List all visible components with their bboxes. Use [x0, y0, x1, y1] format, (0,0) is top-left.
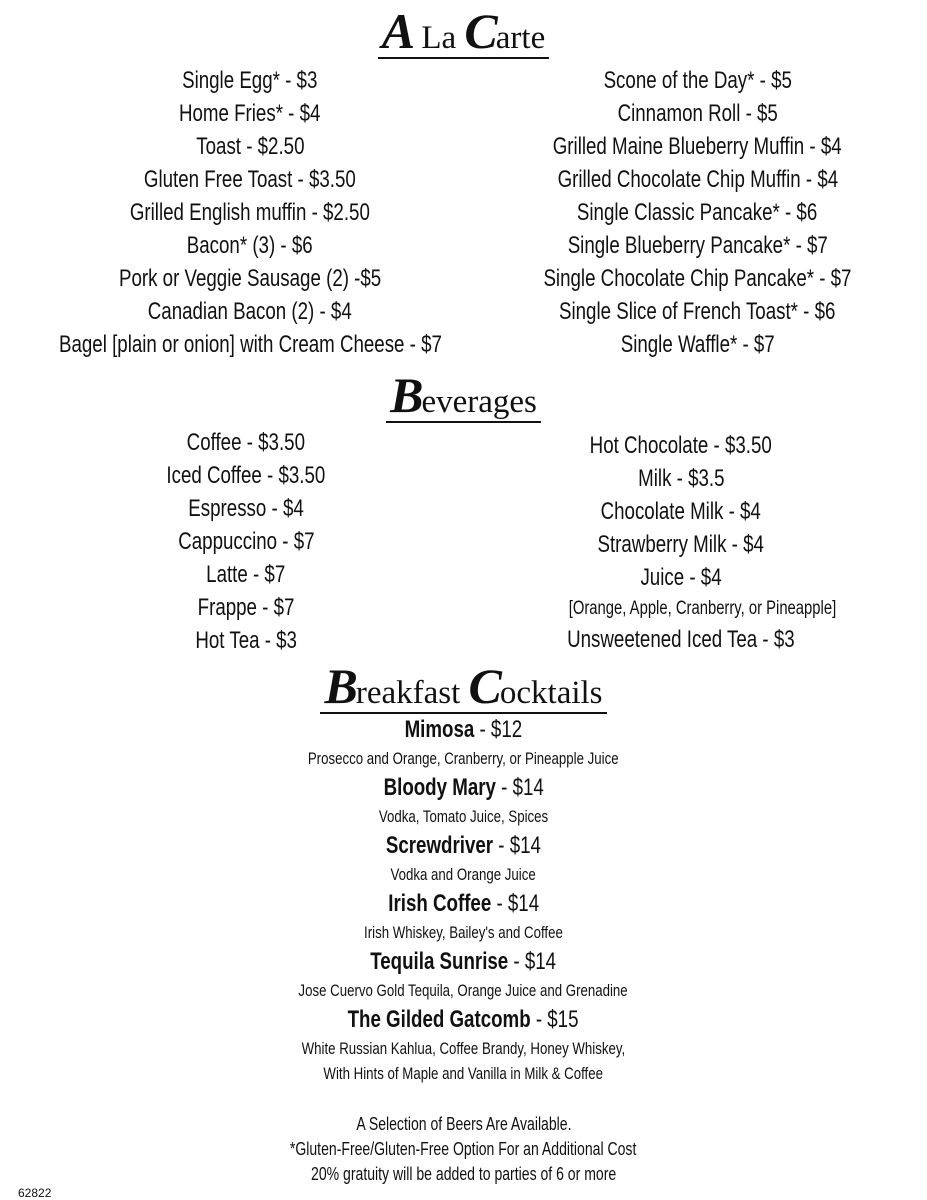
cocktail-name: Irish Coffee [388, 890, 492, 917]
footer-notes [0, 1112, 927, 1187]
a-la-carte-right-item: Scone of the Day* - $5 [603, 67, 792, 94]
cocktail-title [371, 945, 557, 978]
beverages-left-row [96, 558, 396, 591]
heading-beverages-text: everages [421, 384, 537, 420]
cocktail-title-row [0, 713, 927, 746]
beverages-right-row [531, 429, 831, 462]
beverages-right-item: Chocolate Milk - $4 [600, 498, 762, 525]
beverages-right-note: [Orange, Apple, Cranberry, or Pineapple] [568, 598, 837, 619]
cocktail-title [348, 1003, 579, 1036]
cocktail-title-row [0, 1003, 927, 1036]
a-la-carte-left-item: Bacon* (3) - $6 [187, 232, 313, 259]
beverages-right-item: Hot Chocolate - $3.50 [589, 432, 773, 459]
a-la-carte-left-row [0, 262, 500, 295]
beverages-right-row [531, 561, 831, 594]
cocktail-price: - $14 [508, 948, 557, 975]
a-la-carte-left-item: Home Fries* - $4 [179, 100, 321, 127]
cocktail-name: Tequila Sunrise [370, 948, 509, 975]
cocktail-description: With Hints of Maple and Vanilla in Milk & Coffee [323, 1064, 604, 1083]
cocktail-description-row [0, 862, 927, 887]
cocktail-name: Bloody Mary [383, 774, 496, 801]
cocktail-description-row [0, 1036, 927, 1061]
a-la-carte-left-row [0, 229, 500, 262]
cocktail-price: - $14 [491, 890, 539, 917]
cocktail-description-row [0, 978, 927, 1003]
a-la-carte-right-row [455, 64, 927, 97]
beverages-right-row [531, 495, 831, 528]
beverages-left-row [96, 426, 396, 459]
a-la-carte-right-row [455, 130, 927, 163]
beverages-right-row [531, 623, 831, 656]
a-la-carte-right-column [455, 64, 927, 361]
cocktail-description: Jose Cuervo Gold Tequila, Orange Juice and Grenadine [298, 981, 629, 1000]
menu-code: 62822 [18, 1186, 52, 1200]
cocktail-price: - $14 [495, 774, 544, 801]
beverages-left-row [96, 459, 396, 492]
cocktail-description-row [0, 804, 927, 829]
cocktail-price: - $14 [493, 832, 542, 859]
cocktail-title [405, 713, 523, 746]
a-la-carte-left-item: Grilled English muffin - $2.50 [129, 199, 371, 226]
beverages-left-row [96, 591, 396, 624]
a-la-carte-right-item: Grilled Maine Blueberry Muffin - $4 [553, 133, 842, 160]
cocktail-description-row [0, 920, 927, 945]
beverages-left-row [96, 624, 396, 657]
heading-a-la-carte-text: La [413, 20, 465, 56]
a-la-carte-left-row [0, 130, 500, 163]
heading-breakfast-cocktails [0, 658, 927, 714]
a-la-carte-right-row [455, 97, 927, 130]
heading-cocktails-initial-2: C [468, 658, 500, 714]
cocktail-description-row [0, 746, 927, 771]
cocktail-price: - $12 [474, 716, 523, 743]
a-la-carte-right-item: Single Classic Pancake* - $6 [577, 199, 818, 226]
a-la-carte-left-row [0, 97, 500, 130]
beverages-left-item: Espresso - $4 [188, 495, 304, 522]
beverages-left-row [96, 492, 396, 525]
a-la-carte-right-item: Single Chocolate Chip Pancake* - $7 [543, 265, 852, 292]
a-la-carte-left-item: Pork or Veggie Sausage (2) -$5 [118, 265, 382, 292]
a-la-carte-right-row [455, 262, 927, 295]
beverages-right-row [531, 594, 837, 623]
heading-a-la-carte-text-2: arte [495, 20, 546, 56]
footer-gluten-free-note: *Gluten-Free/Gluten-Free Option For an Additional Cost [290, 1139, 637, 1159]
heading-beverages-initial: B [390, 367, 422, 423]
beverages-left-item: Hot Tea - $3 [195, 627, 297, 654]
a-la-carte-left-row [0, 64, 500, 97]
cocktail-title-row [0, 887, 927, 920]
cocktail-name: Screwdriver [385, 832, 494, 859]
cocktail-name: Mimosa [404, 716, 475, 743]
a-la-carte-right-item: Single Waffle* - $7 [620, 331, 775, 358]
beverages-left-item: Latte - $7 [206, 561, 286, 588]
cocktail-title-row [0, 771, 927, 804]
cocktail-name: The Gilded Gatcomb [348, 1006, 532, 1033]
a-la-carte-left-item: Bagel [plain or onion] with Cream Cheese - $7 [58, 331, 442, 358]
cocktail-description: White Russian Kahlua, Coffee Brandy, Honey Whiskey, [301, 1039, 626, 1058]
cocktail-description-row [0, 1061, 927, 1086]
a-la-carte-left-column [0, 64, 500, 361]
cocktail-price: - $15 [531, 1006, 579, 1033]
beverages-right-item: Strawberry Milk - $4 [597, 531, 765, 558]
cocktail-title-row [0, 829, 927, 862]
beverages-right-item: Juice - $4 [640, 564, 722, 591]
a-la-carte-left-item: Canadian Bacon (2) - $4 [148, 298, 352, 325]
a-la-carte-left-row [0, 196, 500, 229]
a-la-carte-right-row [455, 295, 927, 328]
beverages-left-item: Coffee - $3.50 [186, 429, 306, 456]
a-la-carte-left-item: Gluten Free Toast - $3.50 [144, 166, 356, 193]
beverages-right-column [531, 429, 837, 656]
cocktail-title [388, 887, 539, 920]
heading-cocktails-initial: B [324, 658, 356, 714]
a-la-carte-right-row [455, 229, 927, 262]
heading-a-la-carte-initial: A [381, 3, 414, 59]
a-la-carte-left-row [0, 295, 500, 328]
footer-beers-note: A Selection of Beers Are Available. [355, 1114, 572, 1134]
a-la-carte-right-item: Single Blueberry Pancake* - $7 [567, 232, 828, 259]
heading-beverages [0, 367, 927, 423]
a-la-carte-right-row [455, 328, 927, 361]
a-la-carte-left-row [0, 328, 500, 361]
a-la-carte-right-item: Cinnamon Roll - $5 [617, 100, 778, 127]
heading-cocktails-text: reakfast [355, 675, 469, 711]
beverages-left-item: Iced Coffee - $3.50 [166, 462, 326, 489]
heading-cocktails-text-2: ocktails [499, 675, 603, 711]
a-la-carte-right-row [455, 163, 927, 196]
a-la-carte-right-item: Grilled Chocolate Chip Muffin - $4 [557, 166, 838, 193]
cocktail-title [386, 829, 541, 862]
heading-a-la-carte-initial-2: C [464, 3, 496, 59]
beverages-left-item: Cappuccino - $7 [177, 528, 315, 555]
cocktails-list [0, 713, 927, 1086]
cocktail-title [383, 771, 543, 804]
beverages-left-row [96, 525, 396, 558]
beverages-right-item: Milk - $3.5 [637, 465, 725, 492]
footer-gratuity-note: 20% gratuity will be added to parties of 6 or more [310, 1164, 617, 1184]
a-la-carte-left-item: Toast - $2.50 [195, 133, 305, 160]
cocktail-description: Vodka and Orange Juice [390, 865, 537, 884]
heading-a-la-carte [0, 3, 927, 59]
a-la-carte-right-item: Single Slice of French Toast* - $6 [559, 298, 836, 325]
beverages-right-row [531, 528, 831, 561]
a-la-carte-right-row [455, 196, 927, 229]
beverages-left-item: Frappe - $7 [197, 594, 295, 621]
beverages-left-column [96, 426, 396, 657]
a-la-carte-left-item: Single Egg* - $3 [182, 67, 318, 94]
beverages-right-row [531, 462, 831, 495]
beverages-right-item: Unsweetened Iced Tea - $3 [567, 626, 795, 653]
cocktail-description: Irish Whiskey, Bailey's and Coffee [364, 923, 563, 942]
cocktail-description: Vodka, Tomato Juice, Spices [378, 807, 549, 826]
cocktail-title-row [0, 945, 927, 978]
cocktail-description: Prosecco and Orange, Cranberry, or Pineapple Juice [308, 749, 619, 768]
a-la-carte-left-row [0, 163, 500, 196]
